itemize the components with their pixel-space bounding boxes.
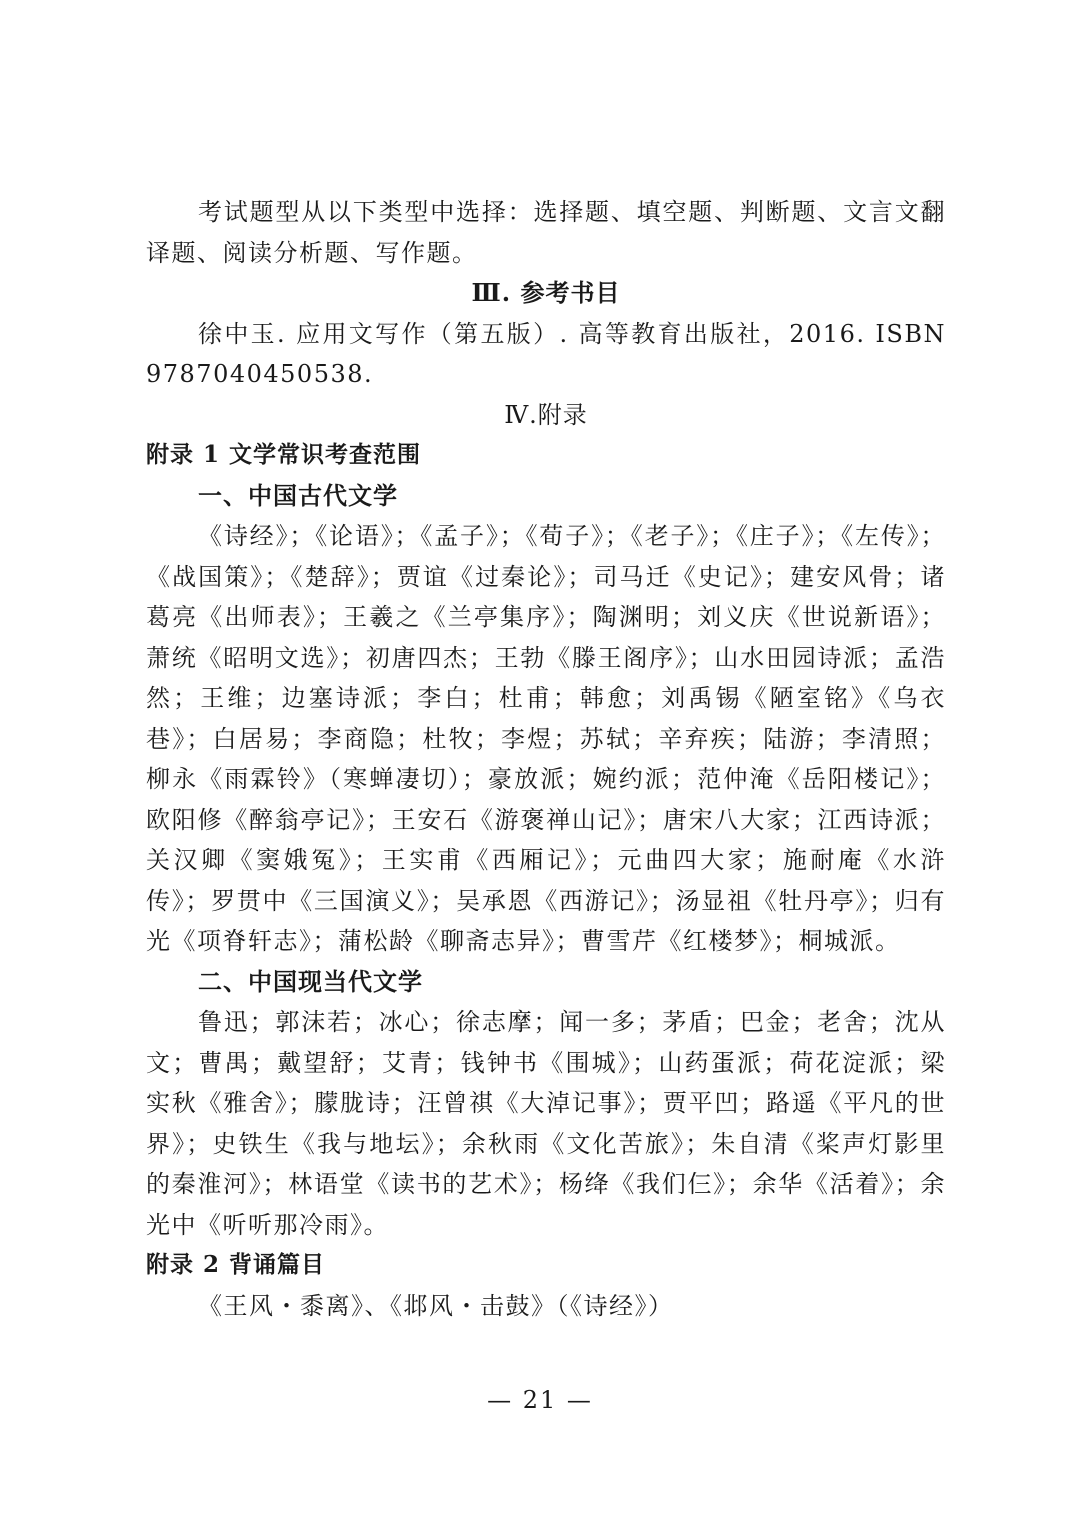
reference-book-paragraph: 徐中玉. 应用文写作（第五版）. 高等教育出版社，2016. ISBN 9787040450538. — [146, 319, 946, 388]
modern-literature-heading: 二、中国现当代文学 — [198, 967, 423, 996]
ancient-literature-list: 《诗经》；《论语》；《孟子》；《荀子》；《老子》；《庄子》；《左传》；《战国策》；《楚辞》；贾谊《过秦论》；司马迁《史记》；建安风骨；诸葛亮《出师表》；王羲之《兰亭集序》；陶渊明；刘义庆《世说新语》；萧统《昭明文选》；初唐四杰；王勃《滕王阁序》；山水田园诗派；孟浩然；王维；边塞诗派；李白；杜甫；韩愈；刘禹锡《陋室铭》《乌衣巷》；白居易；李商隐；杜牧；李煜；苏轼；辛弃疾；陆游；李清照；柳永《雨霖铃》（寒蝉凄切）；豪放派；婉约派；范仲淹《岳阳楼记》；欧阳修《醉翁亭记》；王安石《游褒禅山记》；唐宋八大家；江西诗派；关汉卿《窦娥冤》；王实甫《西厢记》；元曲四大家；施耐庵《水浒传》；罗贯中《三国演义》；吴承恩《西游记》；汤显祖《牡丹亭》；归有光《项脊轩志》；蒲松龄《聊斋志异》；曹雪芹《红楼梦》；桐城派。 — [146, 522, 946, 955]
recitation-list: 《王风・黍离》、《邶风・击鼓》（《诗经》） — [198, 1291, 674, 1320]
appendix-2-heading: 附录 2 背诵篇目 — [146, 1251, 326, 1278]
exam-types-paragraph: 考试题型从以下类型中选择：选择题、填空题、判断题、文言文翻译题、阅读分析题、写作题。 — [146, 198, 946, 267]
appendix-1-heading: 附录 1 文学常识考查范围 — [146, 441, 422, 468]
section-3-heading: Ⅲ. 参考书目 — [471, 278, 621, 307]
document-body — [146, 192, 946, 1326]
page-number: — 21 — — [487, 1386, 593, 1414]
ancient-literature-heading: 一、中国古代文学 — [198, 481, 398, 510]
section-4-heading: Ⅳ.附录 — [504, 400, 588, 429]
modern-literature-list: 鲁迅；郭沫若；冰心；徐志摩；闻一多；茅盾；巴金；老舍；沈从文；曹禺；戴望舒；艾青；钱钟书《围城》；山药蛋派；荷花淀派；梁实秋《雅舍》；朦胧诗；汪曾祺《大淖记事》；贾平凹；路遥《平凡的世界》；史铁生《我与地坛》；余秋雨《文化苦旅》；朱自清《桨声灯影里的秦淮河》；林语堂《读书的艺术》；杨绛《我们仨》；余华《活着》；余光中《听听那冷雨》。 — [146, 1008, 946, 1239]
